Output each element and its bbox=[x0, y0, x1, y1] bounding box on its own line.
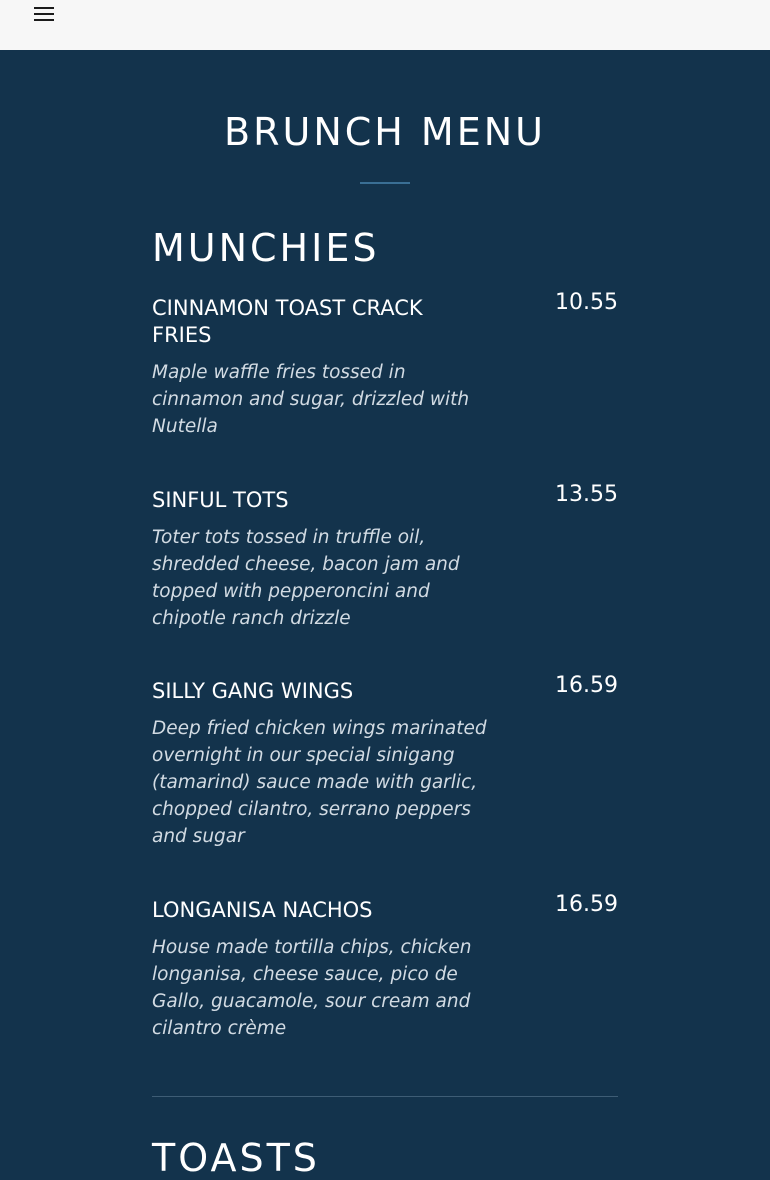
menu-item-description: Toter tots tossed in truffle oil, shredded cheese, bacon jam and topped with pepperoncini and chipotle ranch drizzle bbox=[152, 527, 460, 629]
page-title: BRUNCH MENU bbox=[224, 110, 546, 154]
section-divider bbox=[152, 1096, 618, 1097]
menu-item bbox=[152, 673, 618, 850]
menu-item-price: 13.55 bbox=[555, 482, 618, 507]
menu-item-price: 16.59 bbox=[555, 892, 618, 917]
menu-item-description: Maple waffle fries tossed in cinnamon and sugar, drizzled with Nutella bbox=[152, 362, 470, 437]
menu-item-name: LONGANISA NACHOS bbox=[152, 898, 373, 922]
menu-item-name: CINNAMON TOAST CRACK FRIES bbox=[152, 296, 423, 347]
section-title-munchies: MUNCHIES bbox=[152, 226, 380, 270]
menu-item-name: SILLY GANG WINGS bbox=[152, 679, 354, 703]
hamburger-line bbox=[34, 13, 54, 15]
menu-item bbox=[152, 892, 618, 1042]
menu-content bbox=[0, 50, 770, 1180]
hamburger-menu-icon[interactable] bbox=[34, 6, 54, 22]
menu-item-description: House made tortilla chips, chicken longanisa, cheese sauce, pico de Gallo, guacamole, sour cream and cilantro crème bbox=[152, 937, 472, 1039]
menu-item bbox=[152, 290, 618, 440]
hamburger-line bbox=[34, 19, 54, 21]
menu-item-price: 10.55 bbox=[555, 290, 618, 315]
top-nav-bar bbox=[0, 0, 770, 50]
title-divider bbox=[360, 182, 410, 184]
section-title-toasts: TOASTS bbox=[152, 1136, 320, 1180]
menu-item-price: 16.59 bbox=[555, 673, 618, 698]
hamburger-line bbox=[34, 7, 54, 9]
menu-item bbox=[152, 482, 618, 632]
menu-item-description: Deep fried chicken wings marinated overnight in our special sinigang (tamarind) sauce made with garlic, chopped cilantro, serrano peppers and sugar bbox=[152, 718, 487, 847]
menu-item-name: SINFUL TOTS bbox=[152, 488, 289, 512]
